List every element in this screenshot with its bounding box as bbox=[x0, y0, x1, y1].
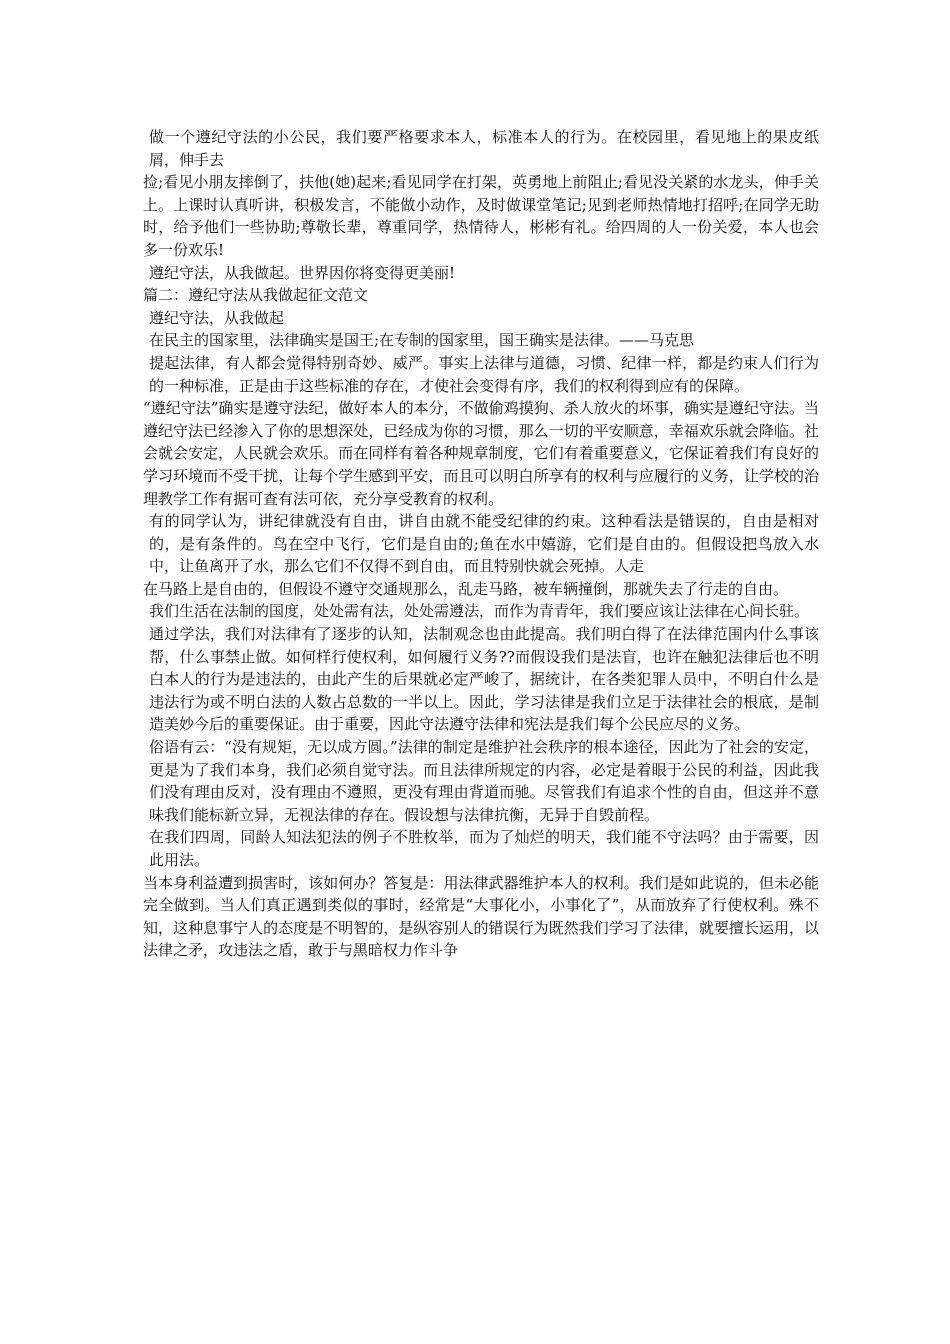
essay-title: 遵纪守法，从我做起 bbox=[149, 308, 285, 327]
paragraph-7: 提起法律，有人都会觉得特别奇妙、威严。事实上法律与道德，习惯、纪律一样，都是约束人们行为的一种标准，正是由于这些标准的存在，才使社会变得有序，我们的权利得到应有的保障。 bbox=[149, 353, 819, 395]
paragraph-15: 当本身利益遭到损害时，该如何办？答复是：用法律武器维护本人的权利。我们是如此说的，但未必能完全做到。当人们真正遇到类似的事时，经常是“大事化小，小事化了”，从而放弃了行使权利。殊不知，这种息事宁人的态度是不明智的，是纵容别人的错误行为既然我们学习了法律，就要擅长运用，以法律之矛，攻违法之盾，敢于与黑暗权力作斗争 bbox=[143, 873, 819, 960]
paragraph-12: 通过学法，我们对法律有了逐步的认知，法制观念也由此提高。我们明白得了在法律范围内什么事该帮，什么事禁止做。如何样行使权利，如何履行义务??而假设我们是法盲，也许在触犯法律后也不明白本人的行为是违法的，由此产生的后果就必定严峻了，据统计，在各类犯罪人员中，不明白什么是违法行为或不明白法的人数占总数的一半以上。因此，学习法律是我们立足于法律社会的根底，是制造美妙今后的重要保证。由于重要，因此守法遵守法律和宪法是我们每个公民应尽的义务。 bbox=[149, 625, 819, 734]
document-body bbox=[143, 126, 819, 962]
paragraph-2: 捡;看见小朋友摔倒了，扶他(她)起来;看见同学在打架，英勇地上前阻止;看见没关紧的水龙头，伸手关上。上课时认真听讲，积极发言，不能做小动作，及时做课堂笔记;见到老师热情地打招呼;在同学无助时，给予他们一些协助;尊敬长辈，尊重同学，热情待人，彬彬有礼。给四周的人一份关爱，本人也会多一份欢乐! bbox=[143, 173, 819, 259]
paragraph-14: 在我们四周，同龄人知法犯法的例子不胜枚举，而为了灿烂的明天，我们能不守法吗？由于需要，因此用法。 bbox=[149, 828, 819, 869]
paragraph-11: 我们生活在法制的国度，处处需有法，处处需遵法，而作为青青年，我们要应该让法律在心间长驻。 bbox=[149, 602, 810, 621]
quotation: 在民主的国家里，法律确实是国王;在专制的国家里，国王确实是法律。——马克思 bbox=[149, 331, 695, 350]
section-heading: 篇二：遵纪守法从我做起征文范文 bbox=[143, 286, 369, 305]
paragraph-3: 遵纪守法，从我做起。世界因你将变得更美丽! bbox=[149, 263, 456, 282]
paragraph-10: 在马路上是自由的，但假设不遵守交通规那么，乱走马路，被车辆撞倒，那就失去了行走的自由。 bbox=[143, 579, 789, 598]
paragraph-9: 有的同学认为，讲纪律就没有自由，讲自由就不能受纪律的约束。这种看法是错误的，自由是相对的，是有条件的。鸟在空中飞行，它们是自由的;鱼在水中嬉游，它们是自由的。但假设把鸟放入水中，让鱼离开了水，那么它们不仅得不到自由，而且特别快就会死掉。人走 bbox=[149, 512, 819, 576]
paragraph-13: 俗语有云：“没有规矩，无以成方圆。”法律的制定是维护社会秩序的根本途径，因此为了社会的安定，更是为了我们本身，我们必须自觉守法。而且法律所规定的内容，必定是着眼于公民的利益，因此我们没有理由反对，没有理由不遵照，更没有理由背道而驰。尽管我们有追求个性的自由，但这并不意味我们能标新立异，无视法律的存在。假设想与法律抗衡，无异于自毁前程。 bbox=[149, 738, 819, 824]
paragraph-8: “遵纪守法”确实是遵守法纪，做好本人的本分，不做偷鸡摸狗、杀人放火的坏事，确实是遵纪守法。当遵纪守法已经渗入了你的思想深处，已经成为你的习惯，那么一切的平安顺意，幸福欢乐就会降临。社会就会安定，人民就会欢乐。而在同样有着各种规章制度，它们有着重要意义，它保证着我们有良好的学习环境而不受干扰，让每个学生感到平安，而且可以明白所享有的权利与应履行的义务，让学校的治理教学工作有据可查有法可依，充分享受教育的权利。 bbox=[143, 399, 819, 508]
paragraph-1: 做一个遵纪守法的小公民，我们要严格要求本人，标准本人的行为。在校园里，看见地上的果皮纸屑，伸手去 bbox=[149, 128, 819, 169]
